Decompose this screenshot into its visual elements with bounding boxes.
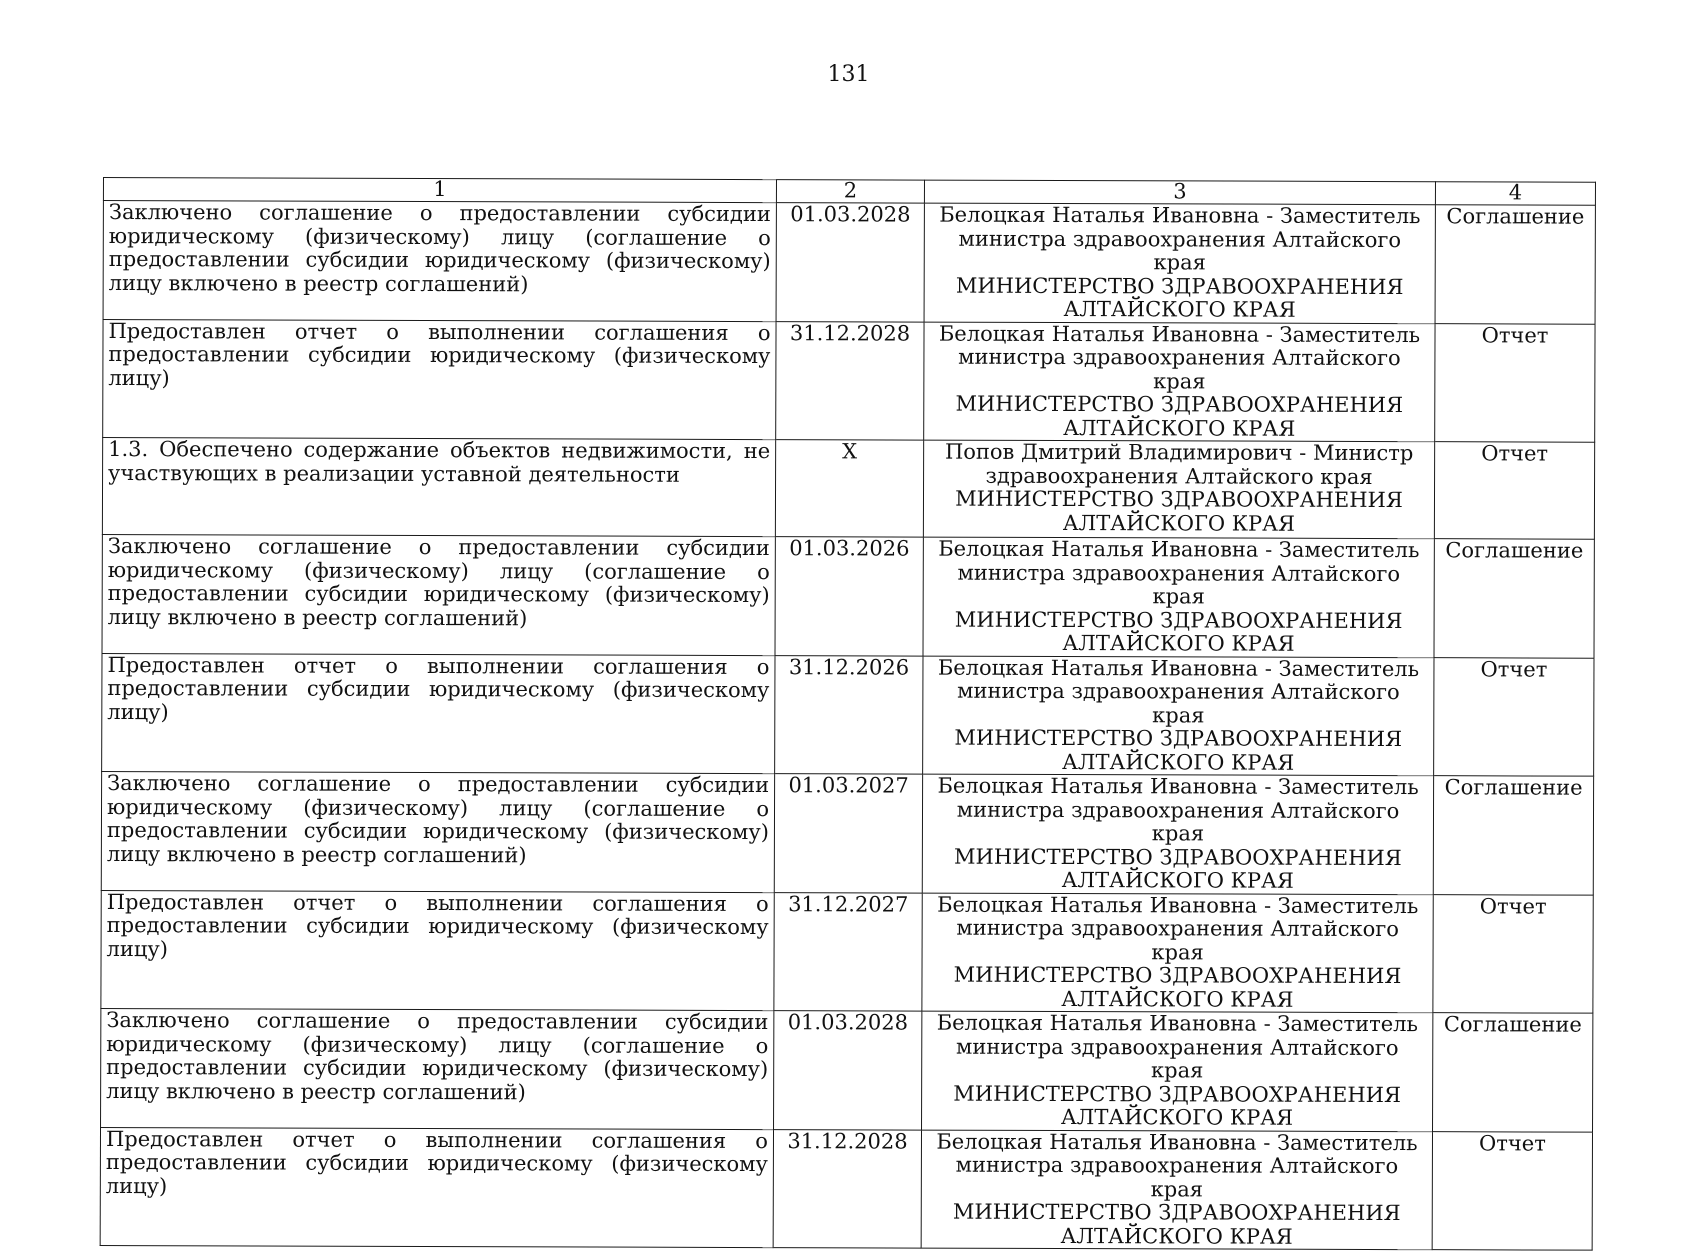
responsible-organization: МИНИСТЕРСТВО ЗДРАВООХРАНЕНИЯ АЛТАЙСКОГО КРАЯ bbox=[953, 1081, 1401, 1130]
row-responsible bbox=[924, 203, 1435, 323]
responsible-organization: МИНИСТЕРСТВО ЗДРАВООХРАНЕНИЯ АЛТАЙСКОГО КРАЯ bbox=[955, 486, 1403, 536]
row-document: Отчет bbox=[1434, 442, 1594, 540]
responsible-person: Белоцкая Наталья Ивановна - Заместитель министра здравоохранения Алтайского края bbox=[936, 1010, 1418, 1083]
table-row bbox=[101, 890, 1593, 1013]
row-description: Предоставлен отчет о выполнении соглашения о предоставлении субсидии юридическому (физическому лицу) bbox=[101, 890, 774, 1011]
row-description: Предоставлен отчет о выполнении соглашения о предоставлении субсидии юридическому (физическому лицу) bbox=[103, 319, 776, 440]
row-document: Отчет bbox=[1435, 323, 1595, 442]
responsible-organization: МИНИСТЕРСТВО ЗДРАВООХРАНЕНИЯ АЛТАЙСКОГО КРАЯ bbox=[954, 844, 1402, 893]
row-description: Заключено соглашение о предоставлении субсидии юридическому (физическому) лицу (соглашение о предоставлении субсидии юридическому (физическому) лицу включено в реестр соглашений) bbox=[101, 1008, 774, 1129]
row-description: Заключено соглашение о предоставлении субсидии юридическому (физическому) лицу (соглашение о предоставлении субсидии юридическому (физическому) лицу включено в реестр соглашений) bbox=[103, 201, 776, 322]
responsible-person: Белоцкая Наталья Ивановна - Заместитель министра здравоохранения Алтайского края bbox=[938, 536, 1420, 609]
row-date: 01.03.2026 bbox=[775, 537, 923, 656]
row-document: Отчет bbox=[1434, 657, 1594, 776]
row-date: 31.12.2028 bbox=[773, 1129, 921, 1248]
row-description: Заключено соглашение о предоставлении субсидии юридическому (физическому) лицу (соглашение о предоставлении субсидии юридическому (физическому) лицу включено в реестр соглашений) bbox=[101, 771, 774, 892]
row-date: X bbox=[775, 440, 923, 537]
header-col-1: 1 bbox=[103, 178, 776, 203]
responsible-organization: МИНИСТЕРСТВО ЗДРАВООХРАНЕНИЯ АЛТАЙСКОГО КРАЯ bbox=[954, 607, 1403, 656]
activities-table bbox=[100, 177, 1596, 1251]
table-row bbox=[101, 771, 1593, 894]
row-description: Заключено соглашение о предоставлении субсидии юридическому (физическому) лицу (соглашение о предоставлении субсидии юридическому (физическому) лицу включено в реестр соглашений) bbox=[102, 534, 775, 655]
row-date: 31.12.2028 bbox=[776, 321, 924, 440]
row-document: Соглашение bbox=[1433, 776, 1593, 895]
row-responsible bbox=[921, 1130, 1432, 1250]
row-responsible bbox=[922, 1011, 1433, 1131]
responsible-person: Белоцкая Наталья Ивановна - Заместитель министра здравоохранения Алтайского края bbox=[939, 202, 1421, 275]
table-row bbox=[103, 201, 1595, 324]
row-responsible bbox=[923, 537, 1434, 657]
table-row bbox=[100, 1127, 1592, 1250]
responsible-person: Белоцкая Наталья Ивановна - Заместитель министра здравоохранения Алтайского края bbox=[937, 892, 1419, 964]
responsible-person: Белоцкая Наталья Ивановна - Заместитель министра здравоохранения Алтайского края bbox=[936, 1129, 1418, 1201]
responsible-person: Попов Дмитрий Владимирович - Министр здравоохранения Алтайского края bbox=[944, 439, 1414, 489]
row-description: Предоставлен отчет о выполнении соглашения о предоставлении субсидии юридическому (физическому лицу) bbox=[102, 653, 775, 774]
row-description: Предоставлен отчет о выполнении соглашения о предоставлении субсидии юридическому (физическому лицу) bbox=[100, 1127, 773, 1248]
row-date: 31.12.2026 bbox=[775, 655, 923, 774]
responsible-organization: МИНИСТЕРСТВО ЗДРАВООХРАНЕНИЯ АЛТАЙСКОГО КРАЯ bbox=[955, 273, 1404, 322]
row-responsible bbox=[923, 656, 1434, 776]
header-col-4: 4 bbox=[1435, 182, 1595, 206]
row-document: Отчет bbox=[1433, 894, 1593, 1013]
responsible-organization: МИНИСТЕРСТВО ЗДРАВООХРАНЕНИЯ АЛТАЙСКОГО КРАЯ bbox=[952, 1199, 1401, 1249]
row-date: 01.03.2028 bbox=[774, 1011, 922, 1130]
row-date: 01.03.2027 bbox=[774, 774, 922, 893]
row-responsible bbox=[922, 774, 1433, 894]
row-responsible bbox=[922, 893, 1433, 1013]
table-row bbox=[101, 1008, 1593, 1131]
row-document: Отчет bbox=[1432, 1131, 1592, 1250]
row-date: 31.12.2027 bbox=[774, 892, 922, 1011]
responsible-person: Белоцкая Наталья Ивановна - Заместитель министра здравоохранения Алтайского края bbox=[937, 655, 1420, 727]
table-row bbox=[102, 534, 1594, 657]
row-document: Соглашение bbox=[1433, 1013, 1593, 1132]
page-number: 131 bbox=[827, 62, 870, 87]
header-col-3: 3 bbox=[924, 180, 1435, 205]
responsible-person: Белоцкая Наталья Ивановна - Заместитель министра здравоохранения Алтайского края bbox=[937, 773, 1419, 846]
row-document: Соглашение bbox=[1434, 539, 1594, 658]
row-document: Соглашение bbox=[1435, 205, 1595, 324]
table-row bbox=[102, 438, 1594, 540]
row-description: 1.3. Обеспечено содержание объектов недвижимости, не участвующих в реализации уставной деятельности bbox=[102, 438, 775, 537]
header-col-2: 2 bbox=[776, 180, 924, 203]
responsible-organization: МИНИСТЕРСТВО ЗДРАВООХРАНЕНИЯ АЛТАЙСКОГО КРАЯ bbox=[954, 725, 1403, 775]
table-row bbox=[103, 319, 1595, 442]
table-row bbox=[102, 653, 1594, 776]
table-body bbox=[100, 201, 1595, 1251]
responsible-organization: МИНИСТЕРСТВО ЗДРАВООХРАНЕНИЯ АЛТАЙСКОГО КРАЯ bbox=[955, 391, 1404, 441]
responsible-organization: МИНИСТЕРСТВО ЗДРАВООХРАНЕНИЯ АЛТАЙСКОГО КРАЯ bbox=[953, 962, 1402, 1012]
row-responsible bbox=[923, 440, 1434, 539]
row-responsible bbox=[924, 322, 1435, 442]
row-date: 01.03.2028 bbox=[776, 203, 924, 322]
responsible-person: Белоцкая Наталья Ивановна - Заместитель министра здравоохранения Алтайского края bbox=[938, 321, 1421, 393]
